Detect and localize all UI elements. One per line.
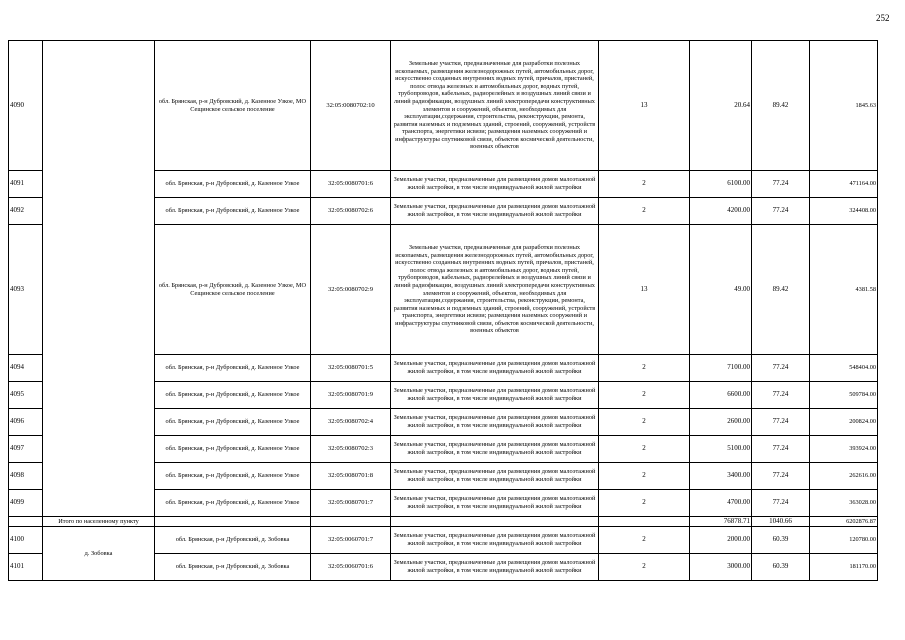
area-cell: 4200.00 [690, 198, 752, 225]
land-use-cell: Земельные участки, предназначенные для размещения домов малоэтажной жилой застройки, в том числе индивидуальной жилой застройки [391, 382, 599, 409]
area-cell: 20.64 [690, 41, 752, 171]
row-number: 4097 [9, 436, 43, 463]
address-cell: обл. Брянская, р-н Дубровский, д. Казенное Узкое [155, 382, 311, 409]
cadastral-number-cell: 32:05:0080702:6 [311, 198, 391, 225]
land-use-cell: Земельные участки, предназначенные для размещения домов малоэтажной жилой застройки, в том числе индивидуальной жилой застройки [391, 436, 599, 463]
cadastral-value-cell: 548404.00 [810, 355, 878, 382]
page-number: 252 [876, 13, 890, 23]
land-use-cell: Земельные участки, предназначенные для размещения домов малоэтажной жилой застройки, в том числе индивидуальной жилой застройки [391, 554, 599, 581]
land-use-cell: Земельные участки, предназначенные для размещения домов малоэтажной жилой застройки, в том числе индивидуальной жилой застройки [391, 409, 599, 436]
land-use-cell: Земельные участки, предназначенные для разработки полезных ископаемых, размещения железнодорожных путей, автомобильных дорог, искусственно созданных внутренних водных путей, причалов, пристаней, полос отвода железных и автомобильных дорог, водных путей, трубопроводов, кабельных, радиорелейных и воздушных линий связи и линий радиофикации, воздушных линий электропередачи конструктивных элементов и сооружений, объектов, необходимых для эксплуатации,содержания, строительства, реконструкции, ремонта, развития наземных и подземных зданий, строений, сооружений, устройств транспорта, энергетики исвязи; размещения наземных сооружений и инфраструктуры спутниковой связи, объектов космической деятельности, военных объектов [391, 225, 599, 355]
rate-cell: 77.24 [752, 382, 810, 409]
row-number: 4094 [9, 355, 43, 382]
area-cell: 6100.00 [690, 171, 752, 198]
group-code-cell: 13 [599, 225, 690, 355]
address-cell: обл. Брянская, р-н Дубровский, д. Зобовка [155, 554, 311, 581]
cadastral-value-cell: 363028.00 [810, 490, 878, 517]
area-cell: 2000.00 [690, 527, 752, 554]
rate-cell: 77.24 [752, 436, 810, 463]
group-code-cell: 2 [599, 490, 690, 517]
area-cell: 3000.00 [690, 554, 752, 581]
cadastral-number-cell: 32:05:0060701:7 [311, 527, 391, 554]
group-code-cell: 2 [599, 463, 690, 490]
cadastral-value-cell: 4381.58 [810, 225, 878, 355]
group-code-cell: 13 [599, 41, 690, 171]
cadastral-value-cell: 1845.63 [810, 41, 878, 171]
land-use-cell: Земельные участки, предназначенные для разработки полезных ископаемых, размещения железнодорожных путей, автомобильных дорог, искусственно созданных внутренних водных путей, причалов, пристаней, полос отвода железных и автомобильных дорог, водных путей, трубопроводов, кабельных, радиорелейных и воздушных линий связи и линий радиофикации, воздушных линий электропередачи конструктивных элементов и сооружений, объектов, необходимых для эксплуатации,содержания, строительства, реконструкции, ремонта, развития наземных и подземных зданий, строений, сооружений, устройств транспорта, энергетики исвязи; размещения наземных сооружений и инфраструктуры спутниковой связи, объектов космической деятельности, военных объектов [391, 41, 599, 171]
cadastral-number-cell: 32:05:0060701:6 [311, 554, 391, 581]
rate-cell: 77.24 [752, 490, 810, 517]
group-code-cell: 2 [599, 382, 690, 409]
address-cell: обл. Брянская, р-н Дубровский, д. Казенное Узкое [155, 463, 311, 490]
address-cell: обл. Брянская, р-н Дубровский, д. Казенное Узкое [155, 198, 311, 225]
land-use-cell: Земельные участки, предназначенные для размещения домов малоэтажной жилой застройки, в том числе индивидуальной жилой застройки [391, 171, 599, 198]
rate-cell: 89.42 [752, 41, 810, 171]
group-code-cell: 2 [599, 409, 690, 436]
address-cell: обл. Брянская, р-н Дубровский, д. Казенное Узкое [155, 171, 311, 198]
rate-cell: 89.42 [752, 225, 810, 355]
cadastral-value-cell: 200824.00 [810, 409, 878, 436]
row-number: 4099 [9, 490, 43, 517]
cadastral-value-cell: 324408.00 [810, 198, 878, 225]
spacer-cell [43, 41, 155, 517]
row-number: 4090 [9, 41, 43, 171]
cadastral-number-cell: 32:05:0080701:5 [311, 355, 391, 382]
address-cell: обл. Брянская, р-н Дубровский, д. Казенное Узкое [155, 436, 311, 463]
row-number: 4091 [9, 171, 43, 198]
row-number: 4095 [9, 382, 43, 409]
rate-cell: 77.24 [752, 198, 810, 225]
area-cell: 4700.00 [690, 490, 752, 517]
cadastral-value-cell: 120780.00 [810, 527, 878, 554]
address-cell: обл. Брянская, р-н Дубровский, д. Казенное Узкое [155, 409, 311, 436]
rate-cell: 60.39 [752, 527, 810, 554]
cadastral-value-cell: 262616.00 [810, 463, 878, 490]
table-row [9, 41, 878, 171]
spacer-cell [155, 517, 311, 527]
total-area: 76878.71 [690, 517, 752, 527]
rate-cell: 77.24 [752, 463, 810, 490]
area-cell: 6600.00 [690, 382, 752, 409]
total-label: Итого по населенному пункту [43, 517, 155, 527]
settlement-label: д. Зобовка [43, 527, 155, 581]
address-cell: обл. Брянская, р-н Дубровский, д. Казенное Узкое, МО Сещинское сельское поселение [155, 41, 311, 171]
cadastral-value-cell: 471164.00 [810, 171, 878, 198]
cadastral-value-table [8, 40, 878, 581]
row-number: 4092 [9, 198, 43, 225]
cadastral-number-cell: 32:05:0080701:8 [311, 463, 391, 490]
land-use-cell: Земельные участки, предназначенные для размещения домов малоэтажной жилой застройки, в том числе индивидуальной жилой застройки [391, 527, 599, 554]
area-cell: 49.00 [690, 225, 752, 355]
cadastral-number-cell: 32:05:0080701:6 [311, 171, 391, 198]
area-cell: 3400.00 [690, 463, 752, 490]
group-code-cell: 2 [599, 527, 690, 554]
land-use-cell: Земельные участки, предназначенные для размещения домов малоэтажной жилой застройки, в том числе индивидуальной жилой застройки [391, 355, 599, 382]
address-cell: обл. Брянская, р-н Дубровский, д. Казенное Узкое [155, 490, 311, 517]
cadastral-value-cell: 181170.00 [810, 554, 878, 581]
row-number: 4100 [9, 527, 43, 554]
land-use-cell: Земельные участки, предназначенные для размещения домов малоэтажной жилой застройки, в том числе индивидуальной жилой застройки [391, 198, 599, 225]
group-code-cell: 2 [599, 355, 690, 382]
cadastral-number-cell: 32:05:0080701:7 [311, 490, 391, 517]
cadastral-number-cell: 32:05:0080702:3 [311, 436, 391, 463]
group-code-cell: 2 [599, 198, 690, 225]
area-cell: 2600.00 [690, 409, 752, 436]
cadastral-number-cell: 32:05:0080701:9 [311, 382, 391, 409]
cadastral-number-cell: 32:05:0080702:4 [311, 409, 391, 436]
row-number: 4101 [9, 554, 43, 581]
rate-cell: 77.24 [752, 409, 810, 436]
spacer-cell [599, 517, 690, 527]
land-use-cell: Земельные участки, предназначенные для размещения домов малоэтажной жилой застройки, в том числе индивидуальной жилой застройки [391, 463, 599, 490]
rate-cell: 77.24 [752, 171, 810, 198]
area-cell: 7100.00 [690, 355, 752, 382]
rate-cell: 60.39 [752, 554, 810, 581]
cadastral-number-cell: 32:05:0080702:9 [311, 225, 391, 355]
area-cell: 5100.00 [690, 436, 752, 463]
cadastral-number-cell: 32:05:0080702:10 [311, 41, 391, 171]
spacer-cell [391, 517, 599, 527]
row-number: 4093 [9, 225, 43, 355]
total-sum: 6202876.87 [810, 517, 878, 527]
spacer-cell [9, 517, 43, 527]
land-use-cell: Земельные участки, предназначенные для размещения домов малоэтажной жилой застройки, в том числе индивидуальной жилой застройки [391, 490, 599, 517]
address-cell: обл. Брянская, р-н Дубровский, д. Казенное Узкое [155, 355, 311, 382]
rate-cell: 77.24 [752, 355, 810, 382]
group-code-cell: 2 [599, 436, 690, 463]
total-rate: 1040.66 [752, 517, 810, 527]
total-row [9, 517, 878, 527]
cadastral-value-cell: 393924.00 [810, 436, 878, 463]
group-code-cell: 2 [599, 554, 690, 581]
address-cell: обл. Брянская, р-н Дубровский, д. Зобовка [155, 527, 311, 554]
table-row [9, 527, 878, 554]
group-code-cell: 2 [599, 171, 690, 198]
row-number: 4098 [9, 463, 43, 490]
spacer-cell [311, 517, 391, 527]
cadastral-value-cell: 509784.00 [810, 382, 878, 409]
address-cell: обл. Брянская, р-н Дубровский, д. Казенное Узкое, МО Сещинское сельское поселение [155, 225, 311, 355]
row-number: 4096 [9, 409, 43, 436]
